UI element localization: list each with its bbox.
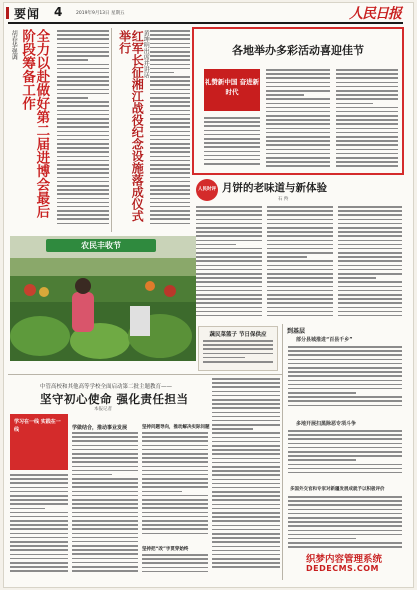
lower-subhead-1: 学做结合，推动事业发展 [72,425,128,431]
lower-body-4 [212,378,280,580]
lower-subhead-2: 坚持问题导向，推动解决实际问题 [142,425,210,430]
col1-headline[interactable]: 全力以赴做好第二届进博会最后阶段筹备工作 [19,29,50,218]
column-rule [111,28,112,232]
festival-sign: 农民丰收节 [46,239,156,252]
page-number: 4 [54,5,63,19]
watermark-line-2: DEDECMS.COM [306,564,379,574]
lower-body-0 [10,474,68,580]
commentary-logo: 人民时评 [196,179,218,201]
section-name: 要闻 [14,7,41,21]
lower-kicker: 中管高校和其他高等学校全面启动第二批主题教育—— [40,384,173,390]
lower-subhead-3: 坚持把“改”字贯穿始终 [142,547,189,552]
feature-body-left [204,117,260,171]
sidebar-divider [282,324,283,580]
section-marker [6,7,9,19]
campaign-stamp: 礼赞新中国 奋进新时代 [204,69,260,111]
mooncake-headline[interactable]: 月饼的老味道与新体验 [222,182,327,194]
market-photo [10,236,196,361]
col1-kicker: 胡春华强调 [10,30,18,60]
lower-body-3 [142,554,208,580]
col1-body [57,30,109,230]
masthead-logo: 人民日报 [349,6,401,22]
caption-text [203,340,273,370]
watermark-line-1: 织梦内容管理系统 [306,554,383,565]
sidebar-body-2 [288,496,402,554]
mooncake-body-2 [267,206,333,324]
mooncake-body-3 [338,206,402,324]
col3-body [150,30,190,230]
feature-headline[interactable]: 各地举办多彩活动喜迎佳节 [232,44,364,57]
lower-body-1 [72,432,138,580]
photo-caption-box [198,326,278,371]
sidebar-item-0[interactable]: 部分县城推进“百县千乡” [296,337,353,343]
mooncake-byline: 石 羚 [278,197,289,202]
lower-headline[interactable]: 坚守初心使命 强化责任担当 [40,392,189,406]
market-photo-image [10,236,196,361]
lower-body-2 [142,432,208,542]
sidebar-body-0 [288,346,402,412]
caption-title: 蔬民菜篮子 节日保供应 [209,332,267,338]
highlight-title: 学习在一线 实践在一线 [14,419,61,433]
feature-body-right [336,69,398,171]
section-divider [8,374,282,375]
mooncake-body-1 [196,206,262,324]
feature-box [192,27,404,175]
watermark [306,555,382,574]
lower-byline: 本报记者 [94,407,112,412]
issue-date: 2019年9月13日 星期五 [76,11,125,16]
col3-kicker: 黄坤明出席并讲话 [142,30,150,78]
lower-highlight-box [10,414,68,470]
page-header [8,4,403,24]
sidebar-item-1[interactable]: 多地开展扫黑除恶专项斗争 [296,421,357,427]
col3-headline[interactable]: 红军长征湘江战役纪念设施落成仪式举行 [117,30,145,222]
sidebar-heading: 到基层 [287,328,306,335]
feature-body-mid [266,69,330,171]
sidebar-body-1 [288,430,402,480]
sidebar-item-2[interactable]: 多国外交官和专家对新疆发展成就予以积极评价 [290,487,385,492]
